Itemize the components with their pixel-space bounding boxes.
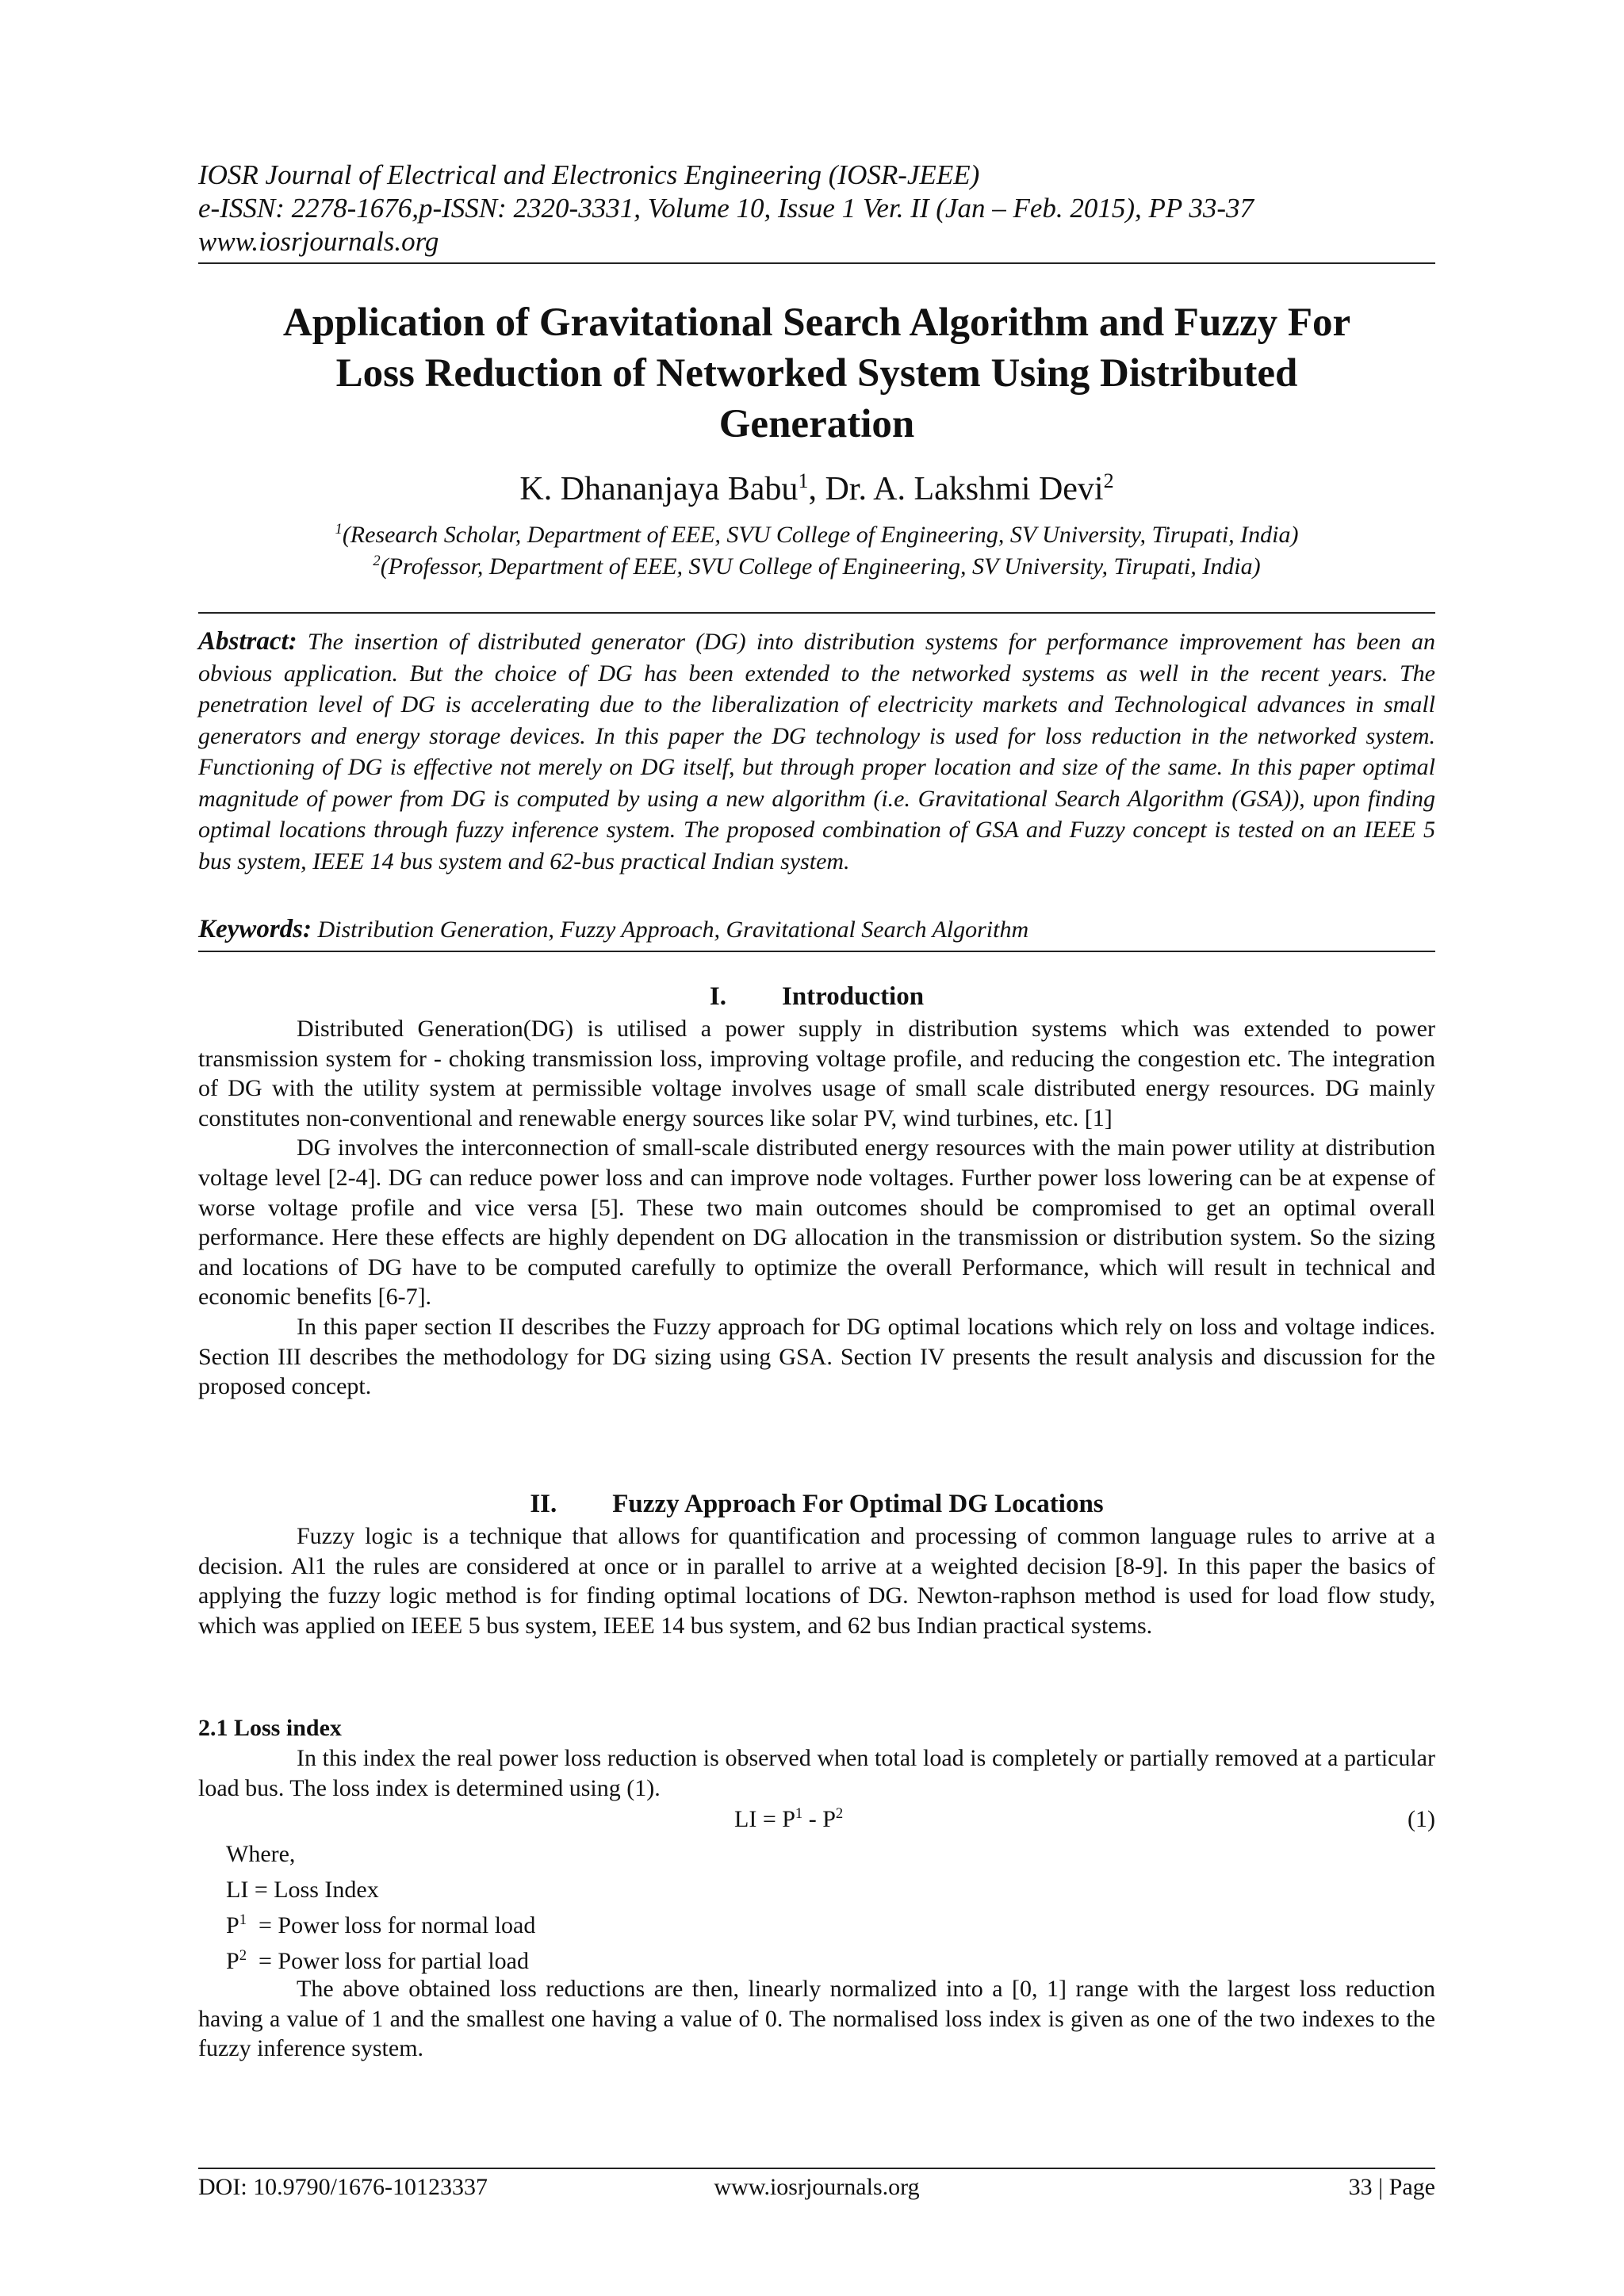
affiliation-1 [198, 519, 1435, 551]
author-separator: , [808, 471, 825, 507]
abstract-label: Abstract: [198, 627, 297, 656]
section-1-title: Introduction [781, 982, 925, 1011]
loss-index-paragraph-1: In this index the real power loss reduction is observed when total load is completely or partially removed at a particular load bus. The loss index is determined using (1). [198, 1745, 1435, 1801]
abstract-text: The insertion of distributed generator (DG) into distribution systems for performance improvement has been an obvious application. But the choice of DG has been extended to the networked systems as well in the recent years. The penetration level of DG is accelerating due to the liberalization of electricity markets and Technological advances in small generators and energy storage devices. In this paper the DG technology is used for loss reduction in the networked system. Functioning of DG is effective not merely on DG itself, but through proper location and size of the same. In this paper optimal magnitude of power from DG is computed by using a new algorithm (i.e. Gravitational Search Algorithm (GSA)), upon finding optimal locations through fuzzy inference system. The proposed combination of GSA and Fuzzy concept is tested on an IEEE 5 bus system, IEEE 14 bus system and 62-bus practical Indian system. [198, 629, 1435, 874]
abstract-bottom-rule [198, 951, 1435, 952]
definition-p1-text: = Power loss for normal load [246, 1912, 536, 1938]
affiliation-2-text: (Professor, Department of EEE, SVU College of Engineering, SV University, Tirupati, India) [380, 553, 1261, 580]
author-1-marker: 1 [798, 469, 809, 492]
affiliation-1-marker: 1 [335, 521, 343, 538]
footer-page-number: 33 | Page [1348, 2174, 1435, 2200]
section-1-paragraph-3: In this paper section II describes the Fuzzy approach for DG optimal locations which rely on loss and voltage indices. Section III describes the methodology for DG sizing using GSA. Section IV presents the result analysis and discussion for the proposed concept. [198, 1313, 1435, 1400]
subsection-loss-index-heading: 2.1 Loss index [198, 1715, 342, 1741]
footer-rule [198, 2168, 1435, 2169]
author-2-marker: 2 [1103, 469, 1114, 492]
definition-p2-sup: 2 [239, 1947, 247, 1964]
title-line-1: Application of Gravitational Search Algorithm and Fuzzy For [282, 300, 1351, 345]
author-1: K. Dhananjaya Babu [519, 471, 799, 507]
abstract-top-rule [198, 612, 1435, 614]
section-2-paragraph-1: Fuzzy logic is a technique that allows for quantification and processing of common language rules to arrive at a decision. Al1 the rules are considered at once or in parallel to arrive at a weighted decision [8-9]. In this paper the basics of applying the fuzzy logic method is for finding optimal locations of DG. Newton-raphson method is used for load flow study, which was applied on IEEE 5 bus system, IEEE 14 bus system, and 62 bus Indian practical systems. [198, 1523, 1435, 1639]
keywords-text: Distribution Generation, Fuzzy Approach, Gravitational Search Algorithm [317, 916, 1029, 943]
equation-sup-1: 1 [795, 1805, 803, 1822]
section-1-paragraph-2: DG involves the interconnection of small-scale distributed energy resources with the main power utility at distribution voltage level [2-4]. DG can reduce power loss and can improve node voltages. Further power loss lowering can be at expense of worse voltage profile and vice versa [5]. These two main outcomes should be compromised to get an optimal overall performance. Here these effects are highly dependent on DG allocation in the transmission or distribution system. So the sizing and locations of DG have to be computed carefully to optimize the overall Performance, which will result in technical and economic benefits [6-7]. [198, 1135, 1435, 1311]
equation-mid: - P [802, 1806, 836, 1832]
equation-sup-2: 2 [835, 1805, 844, 1822]
equation-1-number: (1) [1408, 1806, 1435, 1832]
section-1-heading [198, 980, 1435, 1013]
footer-website: www.iosrjournals.org [714, 2174, 920, 2200]
title-line-3: Generation [718, 402, 915, 446]
equation-lhs: LI = P [734, 1806, 795, 1832]
title-line-2: Loss Reduction of Networked System Using Distributed [335, 351, 1298, 396]
header-rule [198, 262, 1435, 264]
equation-1-expression [734, 1804, 843, 1835]
affiliation-1-text: (Research Scholar, Department of EEE, SVU College of Engineering, SV University, Tirupati, India) [342, 522, 1299, 548]
loss-index-normalization [198, 1974, 1435, 2064]
loss-index-paragraph-2: The above obtained loss reductions are then, linearly normalized into a [0, 1] range with the largest loss reduction having a value of 1 and the smallest one having a value of 0. The normalised loss index is given as one of the two indexes to the fuzzy inference system. [198, 1976, 1435, 2062]
definition-p2-symbol: P [226, 1948, 239, 1974]
keywords [198, 913, 1435, 946]
abstract [198, 626, 1435, 877]
paper-title [198, 297, 1435, 450]
section-2-number: II. [530, 1490, 557, 1518]
definition-p1-symbol: P [226, 1912, 239, 1938]
journal-name: IOSR Journal of Electrical and Electronics Engineering (IOSR-JEEE) [198, 159, 980, 190]
subsection-loss-index-intro [198, 1743, 1435, 1803]
definition-p1-sup: 1 [239, 1911, 247, 1928]
journal-website: www.iosrjournals.org [198, 226, 439, 257]
keywords-label: Keywords: [198, 915, 312, 943]
journal-issn: e-ISSN: 2278-1676,p-ISSN: 2320-3331, Volume 10, Issue 1 Ver. II (Jan – Feb. 2015), PP 33-37 [198, 193, 1254, 224]
section-2-title: Fuzzy Approach For Optimal DG Locations [612, 1490, 1104, 1518]
authors [198, 469, 1435, 509]
section-1-number: I. [709, 982, 726, 1011]
definition-p2-text: = Power loss for partial load [246, 1948, 529, 1974]
equation-definitions [226, 1836, 535, 1979]
journal-header [198, 159, 1435, 258]
definition-li: LI = Loss Index [226, 1877, 379, 1903]
definition-p1 [226, 1908, 535, 1943]
section-1-paragraph-1: Distributed Generation(DG) is utilised a power supply in distribution systems which was extended to power transmission system for - choking transmission loss, improving voltage profile, and reducing the congestion etc. The integration of DG with the utility system at permissible voltage involves usage of small scale distributed energy resources. DG mainly constitutes non-conventional and renewable energy sources like solar PV, wind turbines, etc. [1] [198, 1016, 1435, 1131]
section-1-body [198, 1014, 1435, 1402]
affiliation-2 [198, 551, 1435, 583]
section-2-heading [198, 1487, 1435, 1521]
author-2: Dr. A. Lakshmi Devi [825, 471, 1104, 507]
affiliation-2-marker: 2 [373, 553, 381, 569]
section-2-body [198, 1521, 1435, 1640]
definitions-where: Where, [226, 1841, 296, 1867]
footer-doi: DOI: 10.9790/1676-10123337 [198, 2174, 488, 2200]
